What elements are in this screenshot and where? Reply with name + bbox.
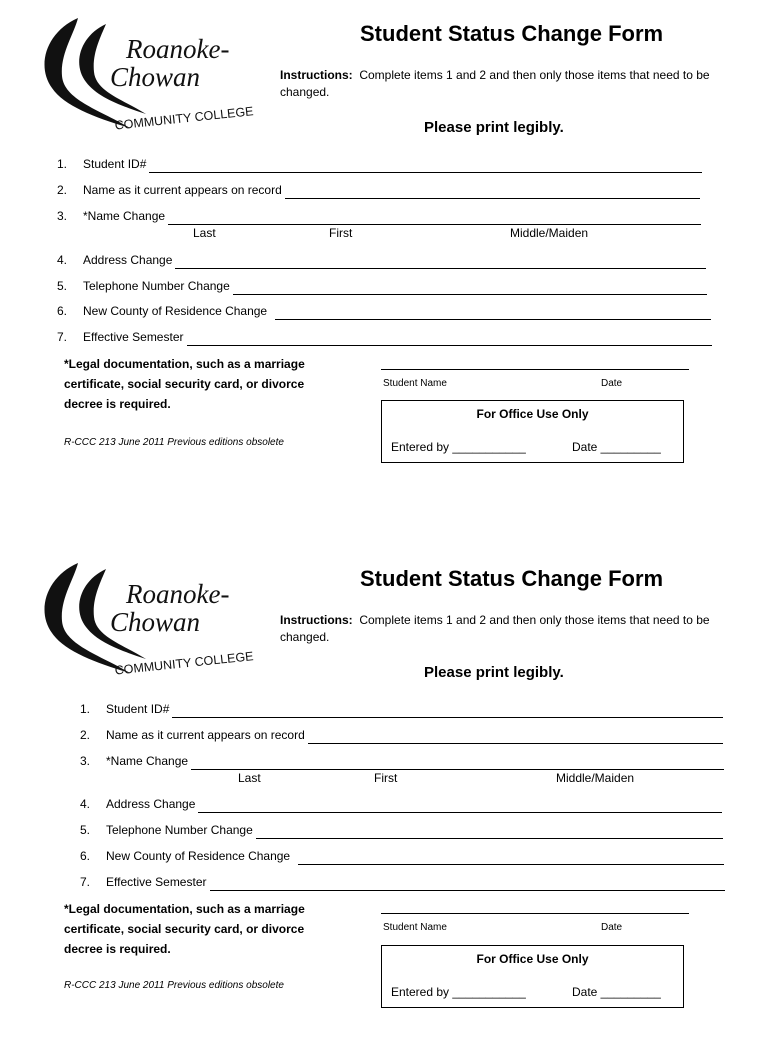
write-line[interactable] — [149, 159, 702, 173]
legal-note: *Legal documentation, such as a marriage certificate, social security card, or divorce decree is required. — [64, 357, 305, 411]
field-telephone-change[interactable] — [80, 821, 723, 839]
form-title: Student Status Change Form — [360, 566, 664, 591]
item-number: 3. — [57, 209, 68, 223]
instructions-text: Complete items 1 and 2 and then only those items that need to be changed. — [280, 68, 710, 99]
office-use-box — [381, 400, 684, 463]
item-number: 3. — [80, 754, 91, 768]
instructions — [280, 67, 720, 101]
sub-middle: Middle/Maiden — [556, 771, 635, 785]
write-line[interactable] — [168, 211, 701, 225]
field-name-change[interactable] — [57, 207, 701, 225]
item-label: Name as it current appears on record — [83, 183, 282, 197]
student-name-caption: Student Name — [383, 922, 447, 933]
field-address-change[interactable] — [57, 251, 706, 269]
office-use-box — [381, 945, 684, 1008]
item-number: 1. — [57, 157, 68, 171]
item-number: 6. — [80, 849, 91, 863]
logo-line1: Roanoke- — [126, 34, 230, 64]
field-address-change[interactable] — [80, 795, 722, 813]
write-line[interactable] — [256, 825, 723, 839]
revision-note: R-CCC 213 June 2011 Previous editions obsolete — [64, 437, 284, 448]
sub-last: Last — [238, 771, 261, 785]
field-current-name[interactable] — [80, 726, 723, 744]
sub-middle: Middle/Maiden — [510, 226, 589, 240]
item-number: 2. — [80, 728, 91, 742]
please-print-notice: Please print legibly. — [424, 664, 564, 681]
write-line[interactable] — [298, 851, 724, 865]
item-label: Telephone Number Change — [83, 279, 230, 293]
item-label: Student ID# — [83, 157, 147, 171]
item-number: 5. — [80, 823, 91, 837]
field-current-name[interactable] — [57, 181, 700, 199]
write-line[interactable] — [285, 185, 700, 199]
item-number: 1. — [80, 702, 91, 716]
instructions-label: Instructions: — [280, 68, 353, 82]
write-line[interactable] — [275, 306, 711, 320]
item-label: *Name Change — [83, 209, 166, 223]
item-number: 4. — [57, 253, 68, 267]
form-copy-2 — [0, 545, 770, 1057]
form-copy-1 — [0, 0, 770, 512]
field-student-id[interactable] — [57, 155, 702, 173]
item-label: Effective Semester — [106, 875, 207, 889]
field-student-id[interactable] — [80, 700, 723, 718]
instructions-label: Instructions: — [280, 613, 353, 627]
instructions-text: Complete items 1 and 2 and then only those items that need to be changed. — [280, 613, 710, 644]
item-label: Name as it current appears on record — [106, 728, 305, 742]
logo-line2: Chowan — [110, 607, 201, 637]
item-number: 2. — [57, 183, 68, 197]
field-county-change[interactable] — [57, 302, 711, 320]
office-date-field: Date _________ — [572, 440, 661, 454]
write-line[interactable] — [172, 704, 723, 718]
sub-first: First — [374, 771, 398, 785]
please-print-notice: Please print legibly. — [424, 119, 564, 136]
legal-note: *Legal documentation, such as a marriage certificate, social security card, or divorce decree is required. — [64, 902, 305, 956]
field-effective-semester[interactable] — [80, 873, 725, 891]
logo-line1: Roanoke- — [126, 579, 230, 609]
write-line[interactable] — [187, 332, 713, 346]
field-effective-semester[interactable] — [57, 328, 712, 346]
item-label: Address Change — [83, 253, 173, 267]
student-name-caption: Student Name — [383, 378, 447, 389]
field-telephone-change[interactable] — [57, 277, 707, 295]
field-name-change[interactable] — [80, 752, 724, 770]
signature-line[interactable] — [381, 369, 689, 370]
college-logo — [38, 559, 263, 689]
form-title: Student Status Change Form — [360, 21, 664, 46]
write-line[interactable] — [233, 281, 707, 295]
logo-line2: Chowan — [110, 62, 201, 92]
item-label: Address Change — [106, 797, 196, 811]
logo-arc-text: COMMUNITY COLLEGE — [114, 649, 255, 678]
item-label: *Name Change — [106, 754, 189, 768]
sub-first: First — [329, 226, 353, 240]
sub-last: Last — [193, 226, 216, 240]
item-number: 7. — [57, 330, 68, 344]
college-logo — [38, 14, 263, 144]
office-use-title: For Office Use Only — [476, 407, 589, 421]
item-label: New County of Residence Change — [83, 304, 268, 318]
item-number: 4. — [80, 797, 91, 811]
logo-arc-text: COMMUNITY COLLEGE — [114, 104, 255, 133]
office-use-title: For Office Use Only — [476, 952, 589, 966]
write-line[interactable] — [210, 877, 726, 891]
write-line[interactable] — [191, 756, 724, 770]
write-line[interactable] — [308, 730, 723, 744]
instructions — [280, 612, 720, 646]
item-number: 7. — [80, 875, 91, 889]
entered-by-field: Entered by ___________ — [391, 985, 526, 999]
write-line[interactable] — [175, 255, 706, 269]
signature-line[interactable] — [381, 913, 689, 914]
item-label: Effective Semester — [83, 330, 184, 344]
date-caption: Date — [601, 378, 623, 389]
item-label: Telephone Number Change — [106, 823, 253, 837]
item-label: Student ID# — [106, 702, 170, 716]
item-label: New County of Residence Change — [106, 849, 291, 863]
entered-by-field: Entered by ___________ — [391, 440, 526, 454]
item-number: 6. — [57, 304, 68, 318]
write-line[interactable] — [198, 799, 722, 813]
item-number: 5. — [57, 279, 68, 293]
field-county-change[interactable] — [80, 847, 724, 865]
date-caption: Date — [601, 922, 623, 933]
revision-note: R-CCC 213 June 2011 Previous editions obsolete — [64, 980, 284, 991]
office-date-field: Date _________ — [572, 985, 661, 999]
